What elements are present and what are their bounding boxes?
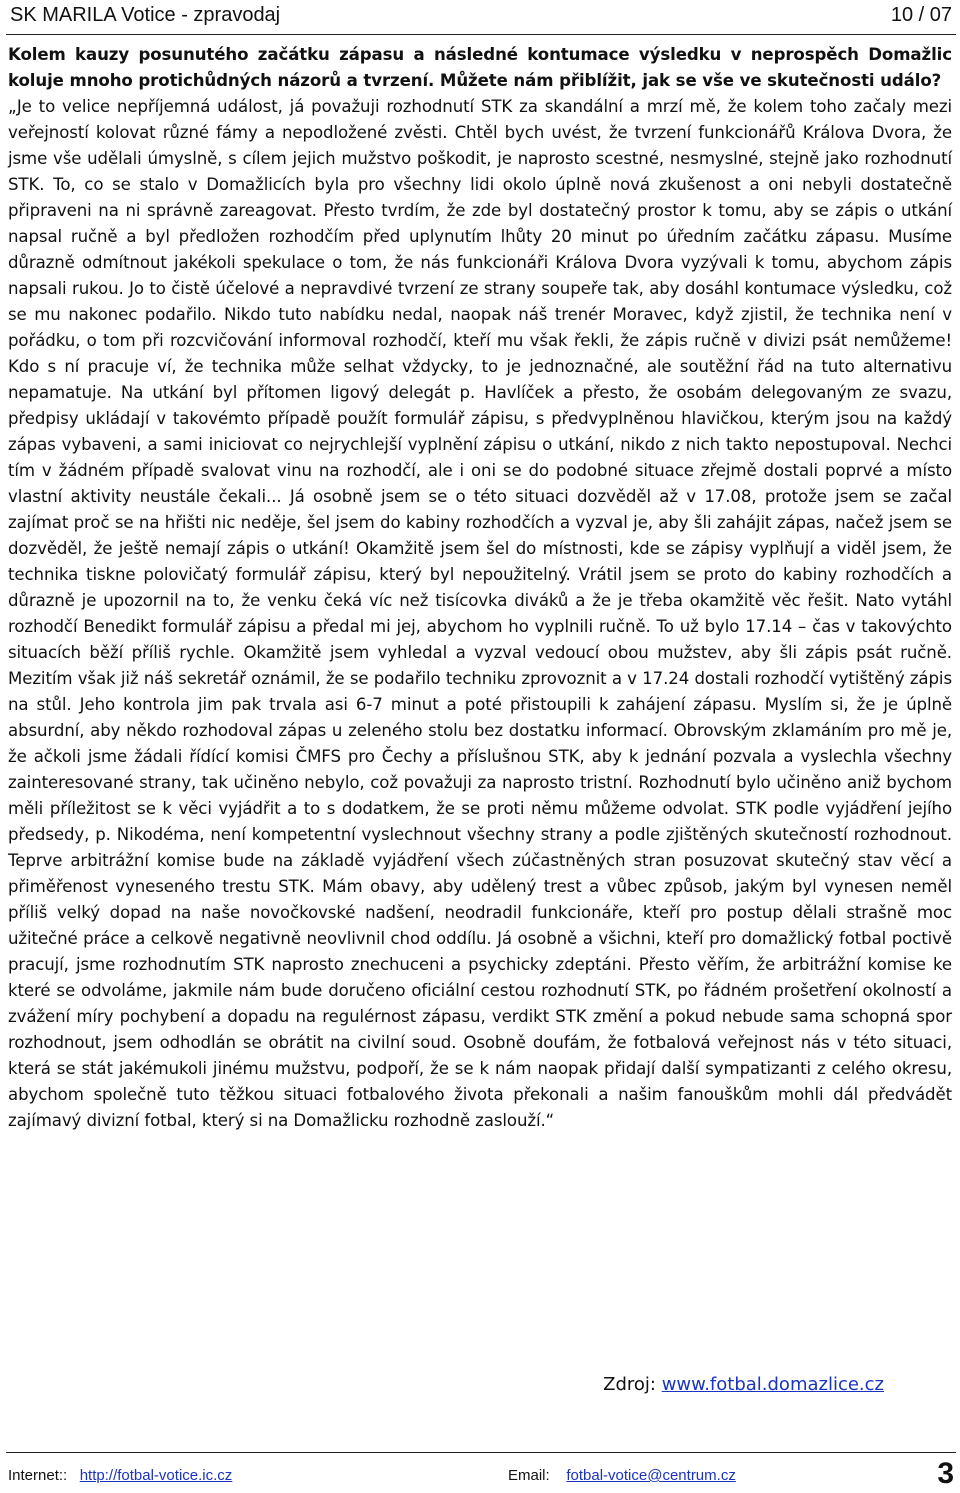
internet-link[interactable]: http://fotbal-votice.ic.cz xyxy=(79,1467,233,1484)
page-header xyxy=(6,0,956,35)
page-footer xyxy=(6,1452,956,1493)
issue-number: 10 / 07 xyxy=(890,4,952,26)
interview-question: Kolem kauzy posunutého začátku zápasu a následné kontumace výsledku v neprospěch Domažlic koluje mnoho protichůdných názorů a tvrzení. Můžete nám přiblížit, jak se vše ve skutečnosti událo? xyxy=(8,45,952,90)
article-body xyxy=(8,42,952,1134)
email-link[interactable]: fotbal-votice@centrum.cz xyxy=(566,1467,736,1484)
footer-email xyxy=(508,1467,736,1484)
interview-answer: „Je to velice nepříjemná událost, já považuji rozhodnutí STK za skandální a mrzí mě, že kolem toho začaly mezi veřejností kolovat různé fámy a nepodložené zvěsti. Chtěl bych uvést, že tvrzení funkcionářů Králova Dvora, že jsme vše udělali úmyslně, s cílem jejich mužstvo poškodit, je naprosto scestné, nesmyslné, stejně jako rozhodnutí STK. To, co se stalo v Domažlicích byla pro všechny lidi okolo úplně nová zkušenost a oni nebyli dostatečně připraveni na ni správně zareagovat. Přesto tvrdím, že zde byl dostatečný prostor k tomu, aby se zápis o utkání napsal ručně a byl předložen rozhodčím před uplynutím lhůty 20 minut po úředním začátku zápasu. Musíme důrazně odmítnout jakékoli spekulace o tom, že nás funkcionáři Králova Dvora vyzývali k tomu, abychom zápis napsali rukou. Jo to čistě účelové a nepravdivé tvrzení ze strany soupeře tak, aby dosáhl kontumace výsledku, což se mu nakonec podařilo. Nikdo tuto nabídku nedal, naopak náš trenér Moravec, když zjistil, že technika není v pořádku, o tom při rozcvičování informoval rozhodčí, kteří mu však řekli, že zápis ručně v divizi psát nemůžeme! Kdo s ní pracuje ví, že technika může selhat vždycky, to je jednoznačné, ale soutěžní řád na tuto alternativu nepamatuje. Na utkání byl přítomen ligový delegát p. Havlíček a přesto, že osobám delegovaným ze svazu, předpisy ukládají v takovémto případě použít formulář zápisu, s předvyplněnou hlavičkou, kterým jsou na každý zápas vybaveni, a sami iniciovat co nejrychlejší vyplnění zápisu o utkání, nikdo z nich takto nepostupoval. Nechci tím v žádném případě svalovat vinu na rozhodčí, ale i oni se do podobné situace zřejmě dostali poprvé a místo vlastní aktivity neustále čekali... Já osobně jsem se o této situaci dozvěděl až v 17.08, protože jsem se začal zajímat proč se na hřišti nic neděje, šel jsem do kabiny rozhodčích a vyzval je, aby šli zahájit zápas, načež jsem se dozvěděl, že ještě nemají zápis o utkání! Okamžitě jsem šel do místnosti, kde se zápisy vyplňují a viděl jsem, že technika tiskne polovičatý formulář zápisu, který byl nepoužitelný. Vrátil jsem se proto do kabiny rozhodčích a důrazně je upozornil na to, že venku čeká víc než tisícovka diváků a že je třeba okamžitě věc řešit. Nato vytáhl rozhodčí Benedikt formulář zápisu a předal mi jej, abychom ho vyplnili ručně. To už bylo 17.14 – čas v takovýchto situacích běží příliš rychle. Okamžitě jsem vyhledal a vyzval vedoucí obou mužstev, aby šli zápis psát ručně. Mezitím však již náš sekretář oznámil, že se podařilo techniku zprovoznit a v 17.24 dostali rozhodčí vytištěný zápis na stůl. Jeho kontrola jim pak trvala asi 6-7 minut a poté přistoupili k zahájení zápasu. Myslím si, že je úplně absurdní, aby někdo rozhodoval zápas u zeleného stolu bez dostatku informací. Obrovským zklamáním pro mě je, že ačkoli jsme žádali řídící komisi ČMFS pro Čechy a příslušnou STK, aby k jednání pozvala a vyslechla všechny zainteresované strany, tak učiněno nebylo, což považuji za naprosto tristní. Rozhodnutí bylo učiněno aniž bychom měli příležitost se k věci vyjádřit a to s dodatkem, že se proti němu můžeme odvolat. STK podle vyjádření jejího předsedy, p. Nikodéma, není kompetentní vyslechnout všechny strany a podle zjištěných skutečností rozhodnout. Teprve arbitrážní komise bude na základě vyjádření všech zúčastněných stran posuzovat skutečný stav věcí a přiměřenost vyneseného trestu STK. Mám obavy, aby udělený trest a vůbec způsob, jakým byl vynesen neměl příliš velký dopad na naše novočkovské nadšení, neodradil funkcionáře, kteří pro postup dělali strašně moc užitečné práce a celkově negativně neovlivnil chod oddílu. Já osobně a všichni, kteří pro domažlický fotbal poctivě pracují, jsme rozhodnutím STK naprosto znechuceni a psychicky zdeptáni. Přesto věřím, že arbitrážní komise ke které se odvoláme, jakmile nám bude doručeno oficiální cestou rozhodnutí STK, po řádném prošetření okolností a zvážení míry pochybení a dopadu na regulérnost zápasu, verdikt STK změní a pokud nebude sama schopná spor rozhodnout, jsem odhodlán se obrátit na civilní soud. Osobně doufám, že fotbalová veřejnost nás v této situaci, která se stát jakémukoli jinému mužstvu, podpoří, že se k nám naopak přidají další sympatizanti z celého okresu, abychom společně tuto těžkou situaci fotbalového života překonali a našim fanouškům mohli dál předvádět zajímavý divizní fotbal, který si na Domažlicku rozhodně zaslouží.“ xyxy=(8,97,952,1130)
newsletter-title: SK MARILA Votice - zpravodaj xyxy=(10,4,281,26)
internet-label: Internet:: xyxy=(8,1467,68,1484)
email-label: Email: xyxy=(508,1467,550,1484)
source-label: Zdroj: xyxy=(603,1374,656,1395)
footer-internet xyxy=(8,1467,232,1484)
source-link[interactable]: www.fotbal.domazlice.cz xyxy=(661,1374,884,1395)
page-number: 3 xyxy=(937,1457,954,1490)
source-line xyxy=(603,1372,884,1398)
